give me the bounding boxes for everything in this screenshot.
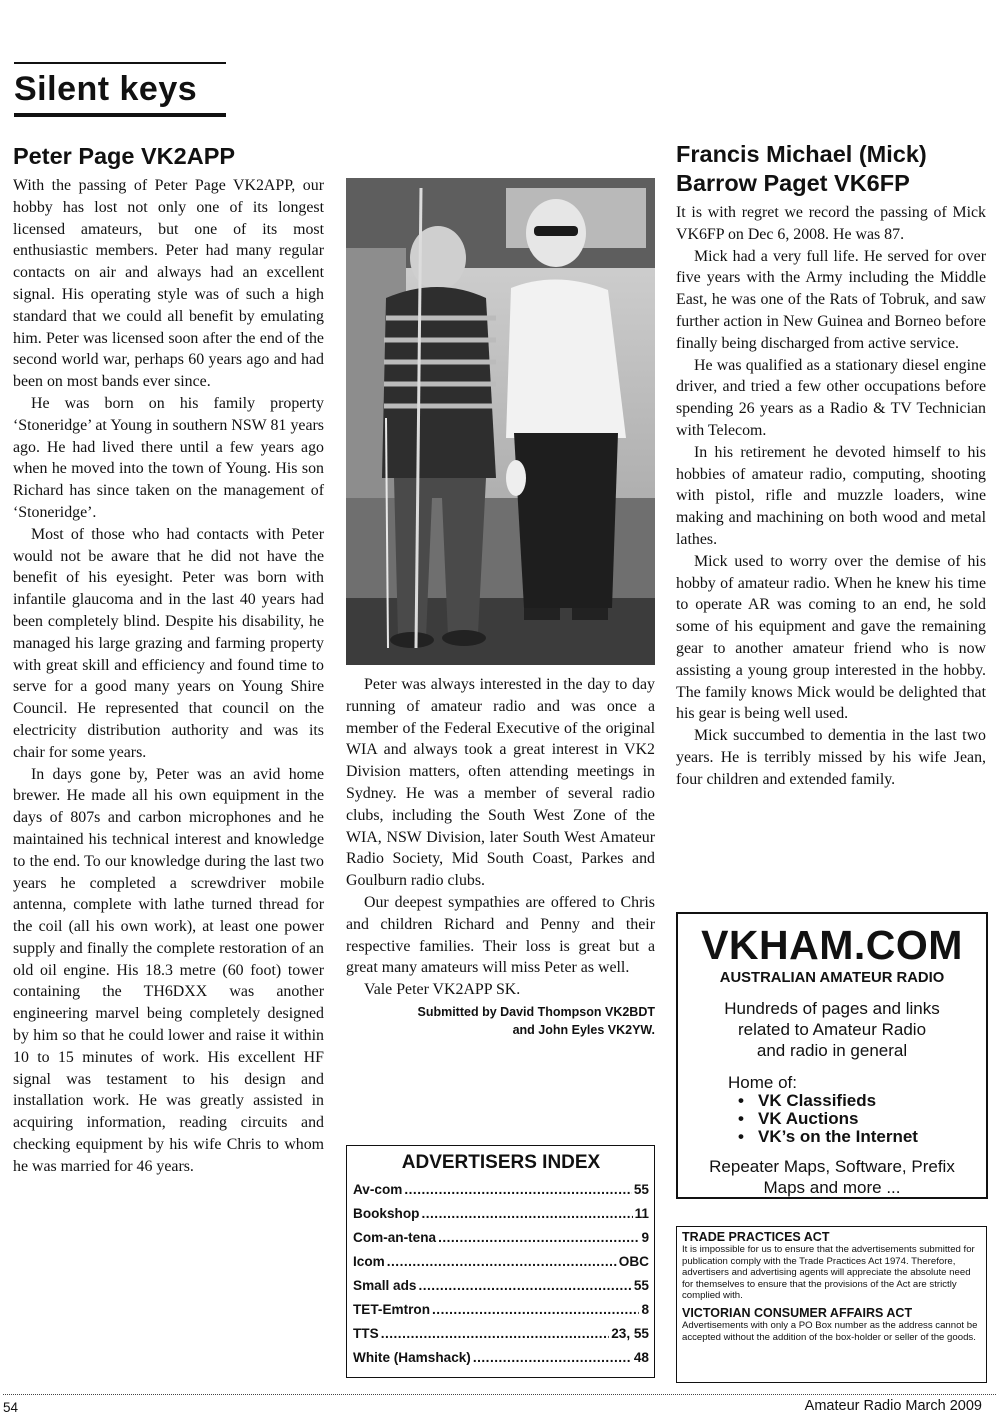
left-paragraph-3: Most of those who had contacts with Peter would not be aware that he did not have the benefit of his eyesight. Peter was born with infantile glaucoma and in the last 40 years had been completely blind. Despite his disability, he managed his large grazing and farming property with great skill and efficiency and found time to serve for a good many years on Young Shire Council. He represented that council on the electricity distribution authority and was its chair for some years. xyxy=(13,525,324,761)
advertisers-index-title: ADVERTISERS INDEX xyxy=(401,1152,601,1173)
vkham-desc-line-2: related to Amateur Radio xyxy=(737,1020,927,1039)
advertiser-name: Icom xyxy=(353,1254,385,1269)
right-paragraph-1: It is with regret we record the passing of Mick VK6FP on Dec 6, 2008. He was 87. xyxy=(676,204,986,243)
advertiser-page: 8 xyxy=(641,1302,649,1317)
leader-dots xyxy=(418,1274,631,1298)
submitted-by-line-1: Submitted by David Thompson VK2BDT xyxy=(417,1004,655,1019)
right-paragraph-2: Mick had a very full life. He served for over five years with the Army including the Middle East, he was one of the Rats of Tobruk, and saw further action in New Guinea and Borneo before finally being discharged from active service. xyxy=(676,247,986,352)
vkham-advertisement xyxy=(676,912,988,1199)
left-article-continuation xyxy=(346,674,655,1039)
advertiser-page: 55 xyxy=(633,1182,649,1197)
advertiser-name: White (Hamshack) xyxy=(353,1350,471,1365)
vkham-feature-item: • VK’s on the Internet xyxy=(738,1128,986,1146)
left-article-headline: Peter Page VK2APP xyxy=(13,143,236,169)
vkham-feature-item: • VK Classifieds xyxy=(738,1092,986,1110)
left-paragraph-2: He was born on his family property ‘Stoneridge’ at Young in southern NSW 81 years ago. He had lived there until a few years ago when he moved into the town of Young. His son Richard has since taken on the management of ‘Stoneridge’. xyxy=(13,394,324,521)
leader-dots xyxy=(432,1298,639,1322)
advertiser-row xyxy=(353,1298,649,1322)
photo-peter-and-chris xyxy=(346,178,655,665)
advertiser-name: Small ads xyxy=(353,1278,417,1293)
vkham-home-of xyxy=(728,1074,986,1146)
submitted-by xyxy=(346,1003,655,1039)
leader-dots xyxy=(438,1226,639,1250)
left-paragraph-1: With the passing of Peter Page VK2APP, our hobby has lost not only one of its longest licensed amateurs, but one of its most enthusiastic members. Peter had many regular contacts on air and always had an excellent signal. His operating style was of such a high standard that we could all benefit by emulating him. Peter was licensed soon after the end of the second world war, perhaps 60 years ago and had been on most bands ever since. xyxy=(13,177,324,391)
advertiser-page: 9 xyxy=(641,1230,649,1245)
advertiser-row xyxy=(353,1346,649,1370)
leader-dots xyxy=(387,1250,617,1274)
footer-divider xyxy=(3,1394,996,1395)
advertiser-row xyxy=(353,1202,649,1226)
section-title: Silent keys xyxy=(14,62,226,117)
submitted-by-line-2: and John Eyles VK2YW. xyxy=(512,1022,655,1037)
right-headline-line-1: Francis Michael (Mick) xyxy=(676,141,927,167)
advertiser-name: TET-Emtron xyxy=(353,1302,431,1317)
advertiser-row xyxy=(353,1274,649,1298)
leader-dots xyxy=(473,1346,632,1370)
right-article-headline xyxy=(676,140,986,198)
advertiser-row xyxy=(353,1178,649,1202)
right-paragraph-3: He was qualified as a stationary diesel engine driver, and tried a few other occupations before spending 26 years as a Radio & TV Technician with Telecom. xyxy=(676,356,986,439)
leader-dots xyxy=(404,1178,632,1202)
advertiser-name: Bookshop xyxy=(353,1206,420,1221)
leader-dots xyxy=(421,1202,632,1226)
leader-dots xyxy=(381,1322,610,1346)
vkham-feature-list xyxy=(728,1092,986,1146)
advertiser-row xyxy=(353,1250,649,1274)
advertiser-name: Com-an-tena xyxy=(353,1230,437,1245)
vkham-more-line-2: Maps and more ... xyxy=(763,1178,901,1197)
publication-name: Amateur Radio March 2009 xyxy=(804,1398,982,1414)
continuation-paragraph-1: Peter was always interested in the day to day running of amateur radio and was once a member of the Federal Executive of the original WIA and always took a great interest in VK2 Division matters, often attending meetings in Sydney. He was a member of several radio clubs, including the South West Zone of the WIA, NSW Division, later South West Amateur Radio Society, Mid South Coast, Parkes and Goulburn radio clubs. xyxy=(346,676,655,890)
right-paragraph-6: Mick succumbed to dementia in the last two years. He is terribly missed by his wife Jean, four children and extended family. xyxy=(676,727,986,788)
advertiser-name: TTS xyxy=(353,1326,379,1341)
advertiser-page: OBC xyxy=(618,1254,649,1269)
advertiser-name: Av-com xyxy=(353,1182,403,1197)
right-paragraph-4: In his retirement he devoted himself to his hobbies of amateur radio, computing, shooting with pistol, rifle and muzzle loaders, wine making and machining on both wood and metal lathes. xyxy=(676,443,986,548)
trade-practices-text: It is impossible for us to ensure that the advertisements submitted for publication comply with the Trade Practices Act 1974. Therefore, advertisers and advertising agents will appreciate the absolute need for themselves to ensure that the provisions of the Act are strictly complied with. xyxy=(682,1244,975,1302)
vkham-desc-line-3: and radio in general xyxy=(756,1041,908,1060)
right-article xyxy=(676,140,986,791)
vkham-subtitle: AUSTRALIAN AMATEUR RADIO xyxy=(719,970,945,986)
advertiser-page: 11 xyxy=(634,1206,649,1221)
vkham-title: VKHAM.COM xyxy=(701,922,963,968)
right-paragraph-5: Mick used to worry over the demise of his hobby of amateur radio. When he knew his time to operate AR was coming to an end, he sold some of his equipment and gave the remaining gear to another amateur friend who is now assisting a young group interested in the hobby. The family knows Mick would be delighted that his gear is being well used. xyxy=(676,552,986,723)
continuation-paragraph-2: Our deepest sympathies are offered to Chris and children Richard and Penny and their respective families. Their loss is great but a great many amateurs will miss Peter as well. xyxy=(346,893,655,977)
vkham-desc-line-1: Hundreds of pages and links xyxy=(724,999,940,1018)
vkham-feature-item: • VK Auctions xyxy=(738,1110,986,1128)
advertiser-page: 48 xyxy=(633,1350,649,1365)
left-article xyxy=(13,142,324,1178)
advertiser-page: 23, 55 xyxy=(611,1326,649,1341)
page-number: 54 xyxy=(3,1400,19,1415)
advertiser-row xyxy=(353,1322,649,1346)
vkham-description xyxy=(678,998,986,1061)
vkham-home-of-label: Home of: xyxy=(728,1073,797,1092)
trade-practices-notice xyxy=(676,1226,987,1383)
consumer-affairs-text: Advertisements with only a PO Box number as the address cannot be accepted without the addition of the box-holder or seller of the goods. xyxy=(682,1319,978,1343)
vale-line: Vale Peter VK2APP SK. xyxy=(364,981,521,999)
advertiser-row xyxy=(353,1226,649,1250)
vkham-more-line-1: Repeater Maps, Software, Prefix xyxy=(709,1157,955,1176)
left-paragraph-4: In days gone by, Peter was an avid home brewer. He made all his own equipment in the days of 807s and carbon microphones and he maintained his technical interest and knowledge to the end. To our knowledge during the last two years he completed a screwdriver mobile antenna, complete with lathe turned thread for the coil (all his own work), at least one power supply and finally the complete restoration of an old oil engine. His 18.3 metre (60 foot) tower containing the TH6DXX was another engineering marvel being completely designed by him so that he could lower and raise it within 10 to 15 minutes of work. His excellent HF signal was testament to his design and installation work. He was greatly assisted in acquiring information, reading circuits and checking equipment by his wife Chris to whom he was married for 46 years. xyxy=(13,765,324,1175)
advertisers-index xyxy=(346,1145,655,1378)
trade-practices-heading: TRADE PRACTICES ACT xyxy=(682,1230,830,1244)
consumer-affairs-heading: VICTORIAN CONSUMER AFFAIRS ACT xyxy=(682,1305,913,1320)
vkham-more xyxy=(678,1156,986,1198)
right-headline-line-2: Barrow Paget VK6FP xyxy=(676,170,910,196)
advertiser-page: 55 xyxy=(633,1278,649,1293)
